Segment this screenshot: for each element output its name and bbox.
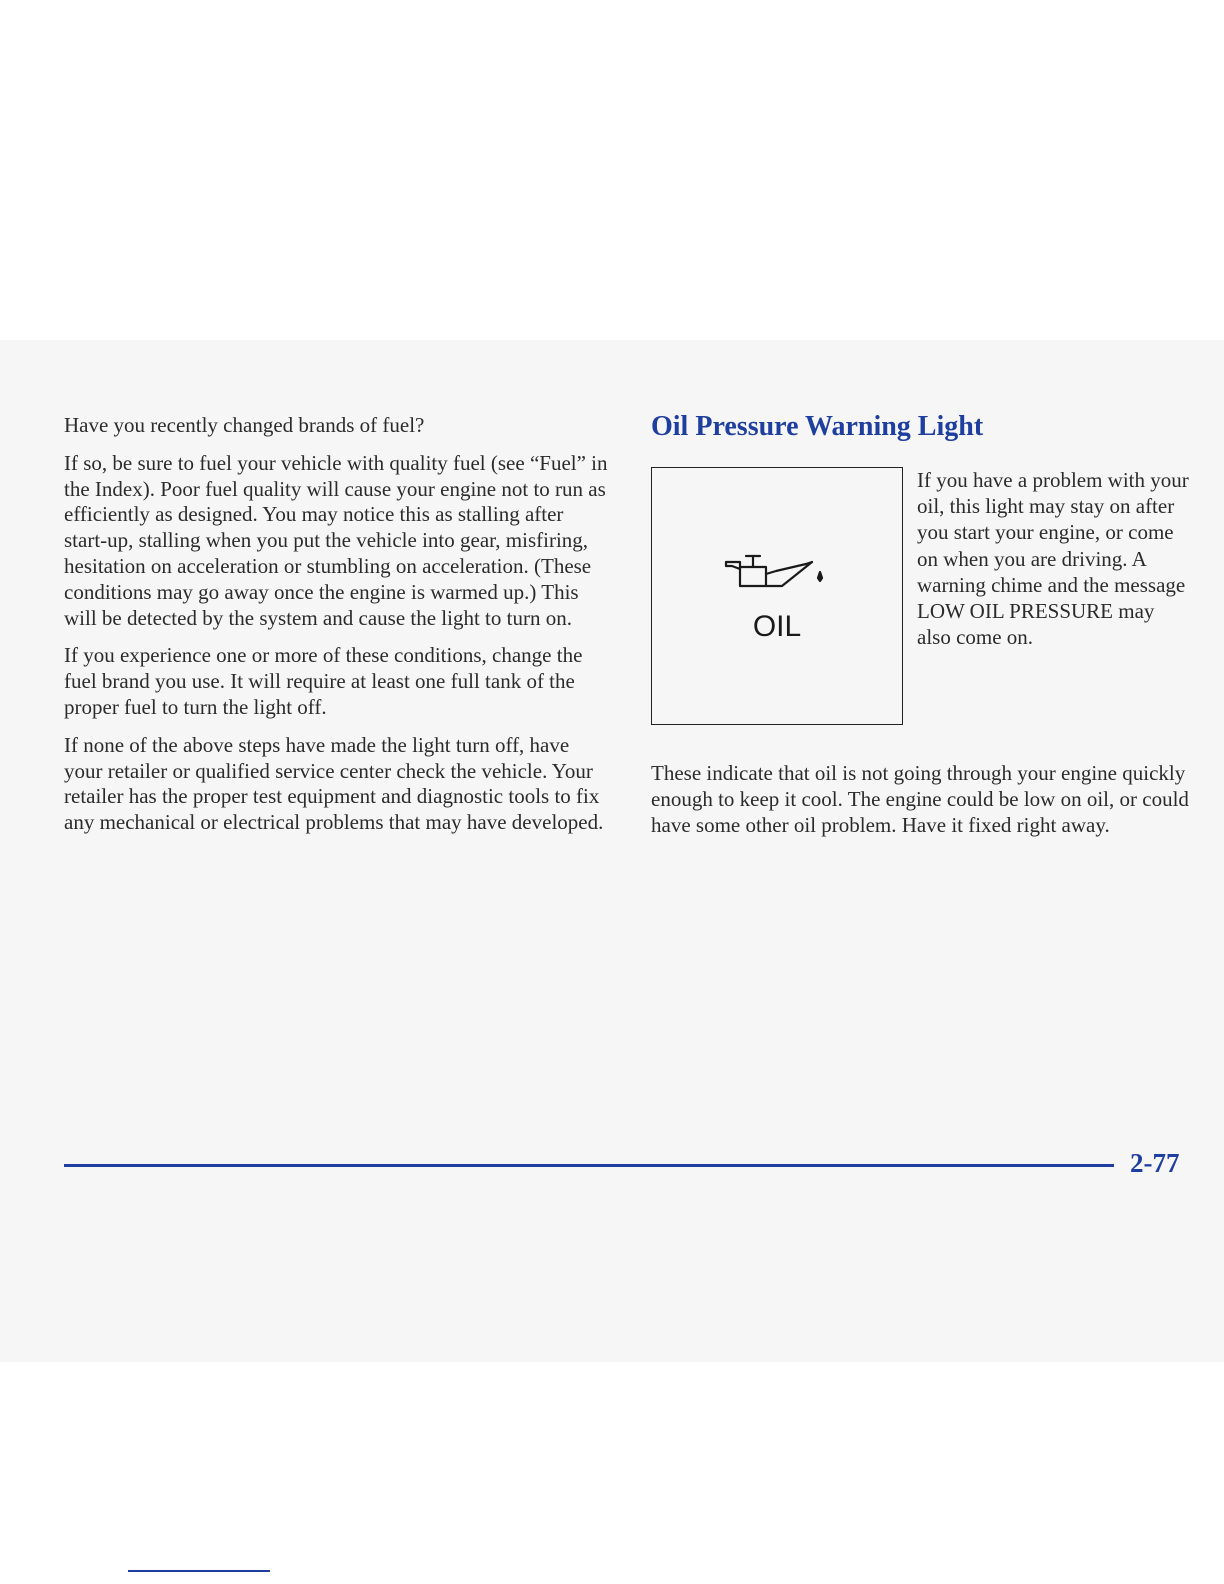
paragraph-change-brand: If you experience one or more of these conditions, change the fuel brand you use. It will require at least one full tank of the proper fuel to turn the light off. bbox=[64, 643, 583, 719]
section-title: Oil Pressure Warning Light bbox=[651, 411, 984, 442]
paragraph-service-center: If none of the above steps have made the light turn off, have your retailer or qualified service center check the vehicle. Your retailer has the proper test equipment and diagnostic tools to fix any mechanical or electrical problems that may have developed. bbox=[64, 732, 604, 835]
page-number: 2-77 bbox=[1130, 1148, 1180, 1178]
oil-problem-text: These indicate that oil is not going through your engine quickly enough to keep it cool. The engine could be low on oil, or could have some other oil problem. Have it fixed right away. bbox=[651, 761, 1189, 837]
indicator-description: If you have a problem with your oil, this light may stay on after you start your engine, or come on when you are driving. A warning chime and the message LOW OIL PRESSURE may also come on. bbox=[917, 468, 1189, 650]
bottom-rule-fragment bbox=[128, 1570, 270, 1572]
oil-indicator-label: OIL bbox=[752, 610, 802, 643]
oil-can-icon bbox=[724, 552, 830, 598]
left-column bbox=[64, 413, 609, 848]
footer-rule bbox=[64, 1164, 1114, 1167]
oil-indicator-box bbox=[651, 467, 903, 725]
paragraph-fuel-question: Have you recently changed brands of fuel? bbox=[64, 413, 425, 437]
paragraph-fuel-quality: If so, be sure to fuel your vehicle with quality fuel (see “Fuel” in the Index). Poor fuel quality will cause your engine not to run as efficiently as designed. You may notice this as stalling after start-up, stalling when you put the vehicle into gear, misfiring, hesitation on acceleration or stumbling on acceleration. (These conditions may go away once the engine is warmed up.) This will be detected by the system and cause the light to turn on. bbox=[64, 450, 608, 630]
